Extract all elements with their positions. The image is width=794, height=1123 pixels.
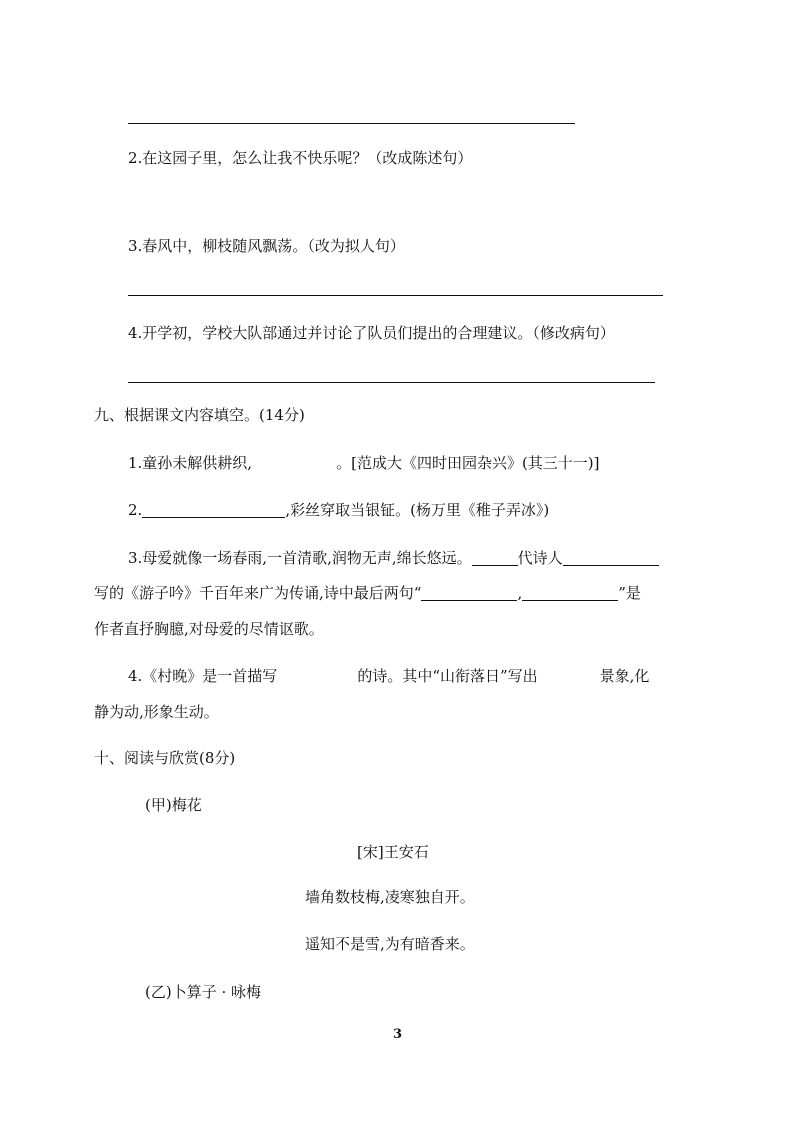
q9-item2-text-a: 2.: [128, 501, 143, 519]
q9-item4-line1: [128, 666, 649, 686]
q9-item3-blank-poet[interactable]: [563, 549, 659, 566]
poem1-line1: 墙角数枝梅,凌寒独自开。: [305, 888, 475, 906]
q9-item3-text-a: 3.母爱就像一场春雨,一首清歌,润物无声,绵长悠远。: [128, 549, 472, 567]
q9-item1-text-a: 1.童孙未解供耕织,: [128, 454, 253, 472]
page-number: 3: [393, 1027, 403, 1042]
q9-item3-text-b: 代诗人: [517, 549, 563, 567]
answer-line-1: [128, 123, 575, 124]
q9-item2-text-b: ,彩丝穿取当银钲。(杨万里《稚子弄冰》): [285, 501, 550, 519]
q9-item4-text-a: 4.《村晚》是一首描写: [128, 667, 278, 685]
answer-line-4: [128, 382, 655, 383]
q9-item1-text-b: 。[范成大《四时田园杂兴》(其三十一)]: [336, 454, 600, 472]
q9-item2-blank[interactable]: [142, 501, 285, 518]
q9-item4-line2: 静为动,形象生动。: [94, 703, 219, 721]
q9-item4-text-b: 的诗。其中“山衔落日”写出: [357, 667, 538, 685]
q8-item2: 2.在这园子里，怎么让我不快乐呢？（改成陈述句）: [128, 149, 473, 167]
answer-line-3: [128, 295, 663, 296]
q9-item3-line1: [128, 548, 659, 568]
q9-item3-blank-verse2[interactable]: [522, 584, 618, 601]
poem1-author: [宋]王安石: [357, 843, 429, 861]
q9-item3-text-c: 写的《游子吟》千百年来广为传诵,诗中最后两句“: [94, 584, 422, 602]
q9-item1: [128, 453, 600, 473]
poem1-title: (甲)梅花: [145, 796, 202, 814]
poem1-line2: 遥知不是雪,为有暗香来。: [305, 935, 475, 953]
poem2-title: (乙)卜算子 · 咏梅: [145, 983, 262, 1001]
q9-item3-blank-dynasty[interactable]: [472, 549, 518, 566]
q9-item3-text-d: ,: [517, 584, 523, 602]
q9-item3-blank-verse1[interactable]: [421, 584, 517, 601]
q8-item3: 3.春风中，柳枝随风飘荡。（改为拟人句）: [128, 237, 405, 255]
q9-item3-line2: [94, 583, 641, 603]
q9-item3-line3: 作者直抒胸臆,对母爱的尽情讴歌。: [94, 620, 324, 638]
q9-item2: [128, 500, 549, 520]
q8-item4: 4.开学初，学校大队部通过并讨论了队员们提出的合理建议。（修改病句）: [128, 324, 615, 342]
q9-title: 九、根据课文内容填空。(14分): [94, 406, 305, 424]
q9-item3-text-e: ”是: [618, 584, 641, 602]
q10-title: 十、阅读与欣赏(8分): [94, 749, 236, 767]
q9-item4-text-c: 景象,化: [599, 667, 650, 685]
